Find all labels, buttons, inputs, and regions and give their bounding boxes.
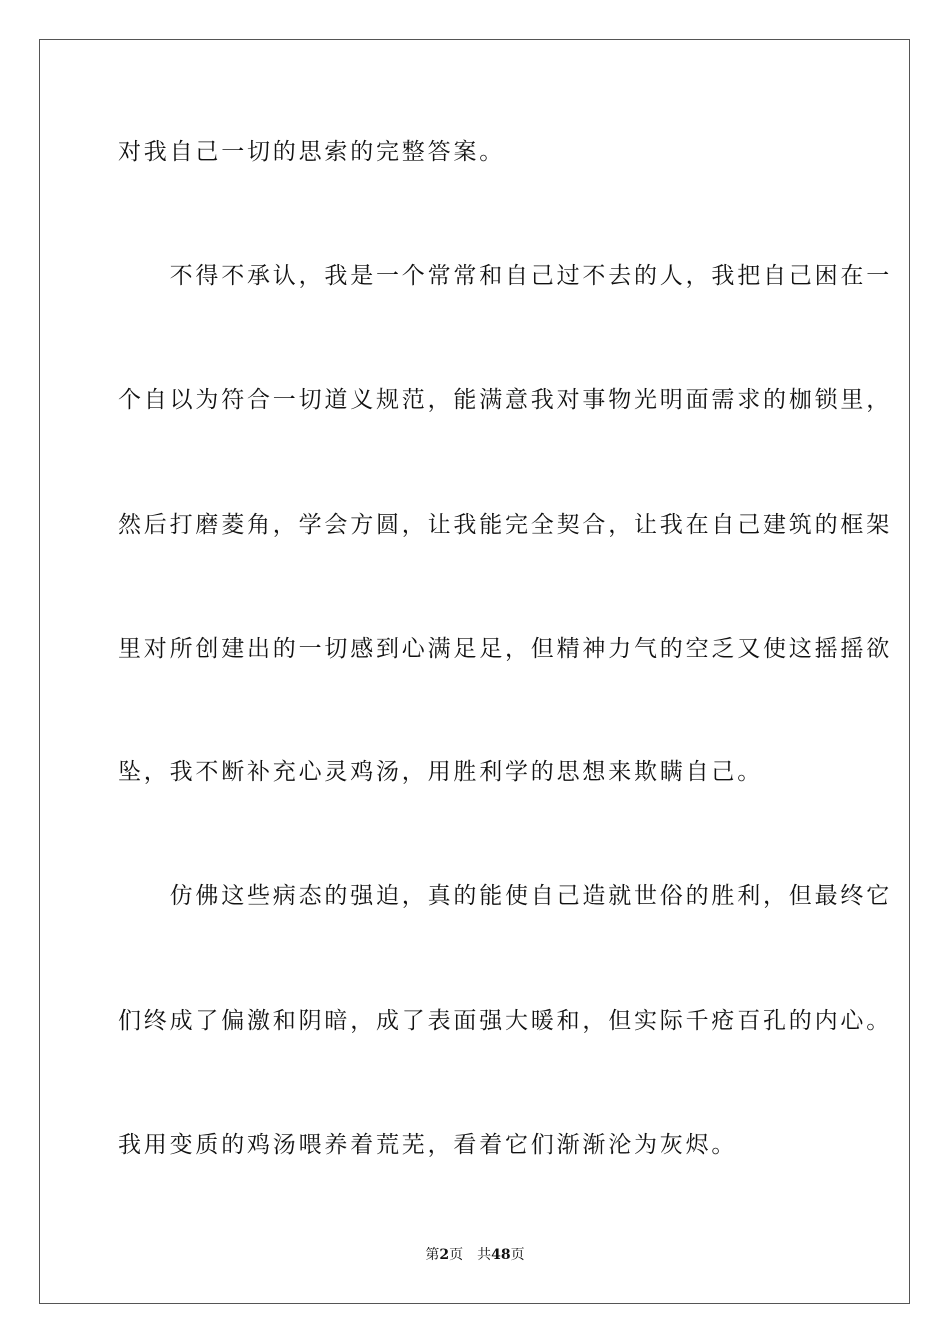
footer-total-prefix: 共 bbox=[477, 1247, 492, 1263]
paragraph-line: 们终成了偏激和阴暗，成了表面强大暖和，但实际千疮百孔的内心。 bbox=[118, 1008, 892, 1034]
footer-page-number: 2 bbox=[439, 1247, 450, 1263]
paragraph-line: 里对所创建出的一切感到心满足足，但精神力气的空乏又使这摇摇欲 bbox=[118, 636, 892, 662]
footer-total-pages: 48 bbox=[491, 1247, 511, 1263]
paragraph-line: 对我自己一切的思索的完整答案。 bbox=[118, 139, 505, 165]
footer-page-prefix: 第 bbox=[425, 1247, 440, 1263]
footer-total-suffix: 页 bbox=[510, 1247, 525, 1263]
paragraph-line: 个自以为符合一切道义规范，能满意我对事物光明面需求的枷锁里， bbox=[118, 387, 892, 413]
page-border bbox=[39, 39, 910, 1304]
page-footer bbox=[0, 1246, 950, 1264]
paragraph-line: 不得不承认，我是一个常常和自己过不去的人，我把自己困在一 bbox=[118, 263, 892, 289]
paragraph-line: 然后打磨菱角，学会方圆，让我能完全契合，让我在自己建筑的框架 bbox=[118, 512, 892, 538]
paragraph-line: 我用变质的鸡汤喂养着荒芜，看着它们渐渐沦为灰烬。 bbox=[118, 1132, 738, 1158]
footer-page-suffix: 页 bbox=[449, 1247, 464, 1263]
paragraph-line: 坠，我不断补充心灵鸡汤，用胜利学的思想来欺瞒自己。 bbox=[118, 759, 763, 785]
paragraph-line: 仿佛这些病态的强迫，真的能使自己造就世俗的胜利，但最终它 bbox=[118, 883, 892, 909]
